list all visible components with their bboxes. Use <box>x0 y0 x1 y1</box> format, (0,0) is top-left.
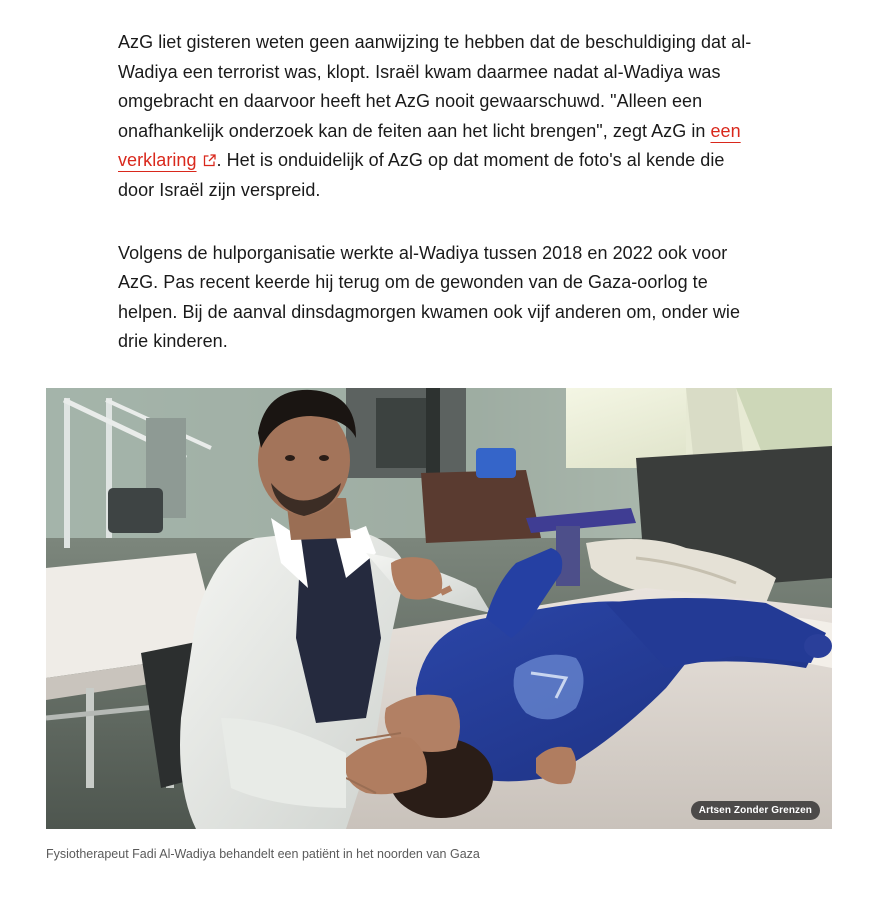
article-body <box>118 28 758 357</box>
paragraph-1-text-end: . Het is onduidelijk of AzG op dat moment de foto's al kende die door Israël zijn verspreid. <box>118 150 725 200</box>
photo-caption: Fysiotherapeut Fadi Al-Wadiya behandelt een patiënt in het noorden van Gaza <box>46 847 480 861</box>
paragraph-1-text-start: AzG liet gisteren weten geen aanwijzing te hebben dat de beschuldiging dat al-Wadiya een terrorist was, klopt. Israël kwam daarmee nadat al-Wadiya was omgebracht en daarvoor heeft het AzG nooit gewaarschuwd. "Alleen een onafhankelijk onderzoek kan de feiten aan het licht brengen", zegt AzG in <box>118 32 752 141</box>
statement-link-label: een verklaring <box>118 120 741 171</box>
photo-credit-badge: Artsen Zonder Grenzen <box>691 801 820 820</box>
article-paragraph-2: Volgens de hulporganisatie werkte al-Wadiya tussen 2018 en 2022 ook voor AzG. Pas recent keerde hij terug om de gewonden van de Gaza-oorlog te helpen. Bij de aanval dinsdagmorgen kwamen ook vijf anderen om, onder wie drie kinderen. <box>118 242 741 352</box>
article-photo <box>46 388 832 829</box>
article-figure <box>46 388 832 861</box>
external-link-icon <box>203 154 216 167</box>
article-paragraph-1 <box>118 28 758 206</box>
photo-illustration <box>46 388 832 829</box>
